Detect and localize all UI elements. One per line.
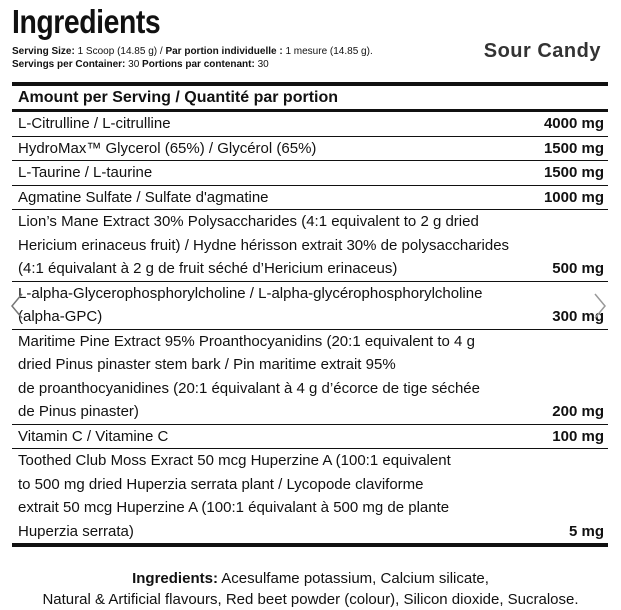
ingredient-name-line: (alpha-GPC) (18, 308, 103, 325)
ingredient-amount: 1500 mg (543, 164, 604, 181)
table-header: Amount per Serving / Quantité par portion (12, 86, 608, 112)
ingredient-name-line: to 500 mg dried Huperzia serrata plant / Lycopode claviforme (18, 475, 424, 493)
ingredients-footer (0, 568, 621, 610)
ingredient-name-line: Lion’s Mane Extract 30% Polysaccharides (4:1 equivalent to 2 g dried (18, 213, 479, 230)
ingredient-name: L-Taurine / L-taurine (18, 164, 153, 181)
ingredient-amount: 1500 mg (543, 139, 604, 157)
chevron-right-icon[interactable] (593, 292, 607, 320)
footer-label: Ingredients: (132, 570, 218, 587)
table-row (12, 186, 608, 211)
ingredient-name-line: Toothed Club Moss Exract 50 mcg Huperzine A (100:1 equivalent (18, 452, 451, 469)
ingredient-amount: 5 mg (568, 522, 604, 540)
page-title: Ingredients (12, 3, 161, 40)
serving-size-fr-label: Par portion individuelle : (165, 46, 283, 57)
ingredient-name-line: L-alpha-Glycerophosphorylcholine / L-alpha-glycérophosphorylcholine (18, 284, 483, 302)
ingredient-name-line: dried Pinus pinaster stem bark / Pin maritime extrait 95% (18, 356, 396, 373)
serving-size-label: Serving Size: (12, 46, 75, 57)
serving-size-fr-value: 1 mesure (14.85 g). (285, 46, 373, 57)
table-row (12, 210, 608, 282)
table-row (12, 330, 608, 425)
table-row (12, 449, 608, 547)
flavor-label: Sour Candy (483, 40, 601, 62)
ingredient-amount: 100 mg (552, 427, 604, 445)
ingredient-amount: 300 mg (552, 308, 604, 325)
footer-text-1: Acesulfame potassium, Calcium silicate, (221, 570, 489, 587)
ingredient-name-line: de proanthocyanidines (20:1 équivalant à 4 g d’écorce de tige séchée (18, 379, 480, 397)
serving-info (12, 45, 373, 71)
ingredient-name-line: Maritime Pine Extract 95% Proanthocyanidins (20:1 equivalent to 4 g (18, 332, 475, 350)
footer-line-1 (0, 568, 621, 589)
ingredient-amount: 1000 mg (543, 188, 604, 206)
ingredient-name: L-Citrulline / L-citrulline (18, 115, 171, 132)
ingredient-name (18, 282, 552, 329)
ingredient-name-line: de Pinus pinaster) (18, 403, 139, 420)
servings-per-container-value: 30 (128, 59, 140, 70)
ingredient-amount: 4000 mg (543, 115, 604, 132)
ingredient-name: Agmatine Sulfate / Sulfate d'agmatine (18, 188, 269, 206)
table-row (12, 161, 608, 186)
servings-per-container-line (12, 58, 373, 71)
servings-per-container-fr-label: Portions par contenant: (142, 59, 255, 70)
chevron-left-icon[interactable] (10, 292, 24, 320)
ingredient-name: Vitamin C / Vitamine C (18, 427, 169, 445)
ingredient-amount: 200 mg (552, 403, 604, 420)
table-row (12, 112, 608, 137)
servings-per-container-fr-value: 30 (257, 59, 269, 70)
ingredient-amount: 500 mg (552, 260, 604, 277)
ingredient-name (18, 210, 552, 281)
footer-text-2: Natural & Artificial flavours, Red beet powder (colour), Silicon dioxide, Sucralose. (42, 591, 579, 608)
ingredient-name: HydroMax™ Glycerol (65%) / Glycérol (65%) (18, 139, 317, 157)
ingredients-table (12, 82, 608, 547)
ingredient-name (18, 449, 569, 543)
table-rows (12, 112, 608, 547)
ingredient-name-line: Huperzia serrata) (18, 522, 134, 540)
ingredient-name (18, 330, 552, 424)
table-row (12, 425, 608, 450)
serving-size-line (12, 45, 373, 58)
ingredient-name-line: Hericium erinaceus fruit) / Hydne hérisson extrait 30% de polysaccharides (18, 236, 510, 254)
serving-size-value: 1 Scoop (14.85 g) / (77, 46, 163, 57)
table-row (12, 282, 608, 330)
ingredient-name-line: (4:1 équivalant à 2 g de fruit séché d’Hericium erinaceus) (18, 260, 398, 277)
servings-per-container-label: Servings per Container: (12, 59, 126, 70)
ingredient-name-line: extrait 50 mcg Huperzine A (100:1 équivalant à 500 mg de plante (18, 499, 450, 516)
table-row (12, 137, 608, 162)
